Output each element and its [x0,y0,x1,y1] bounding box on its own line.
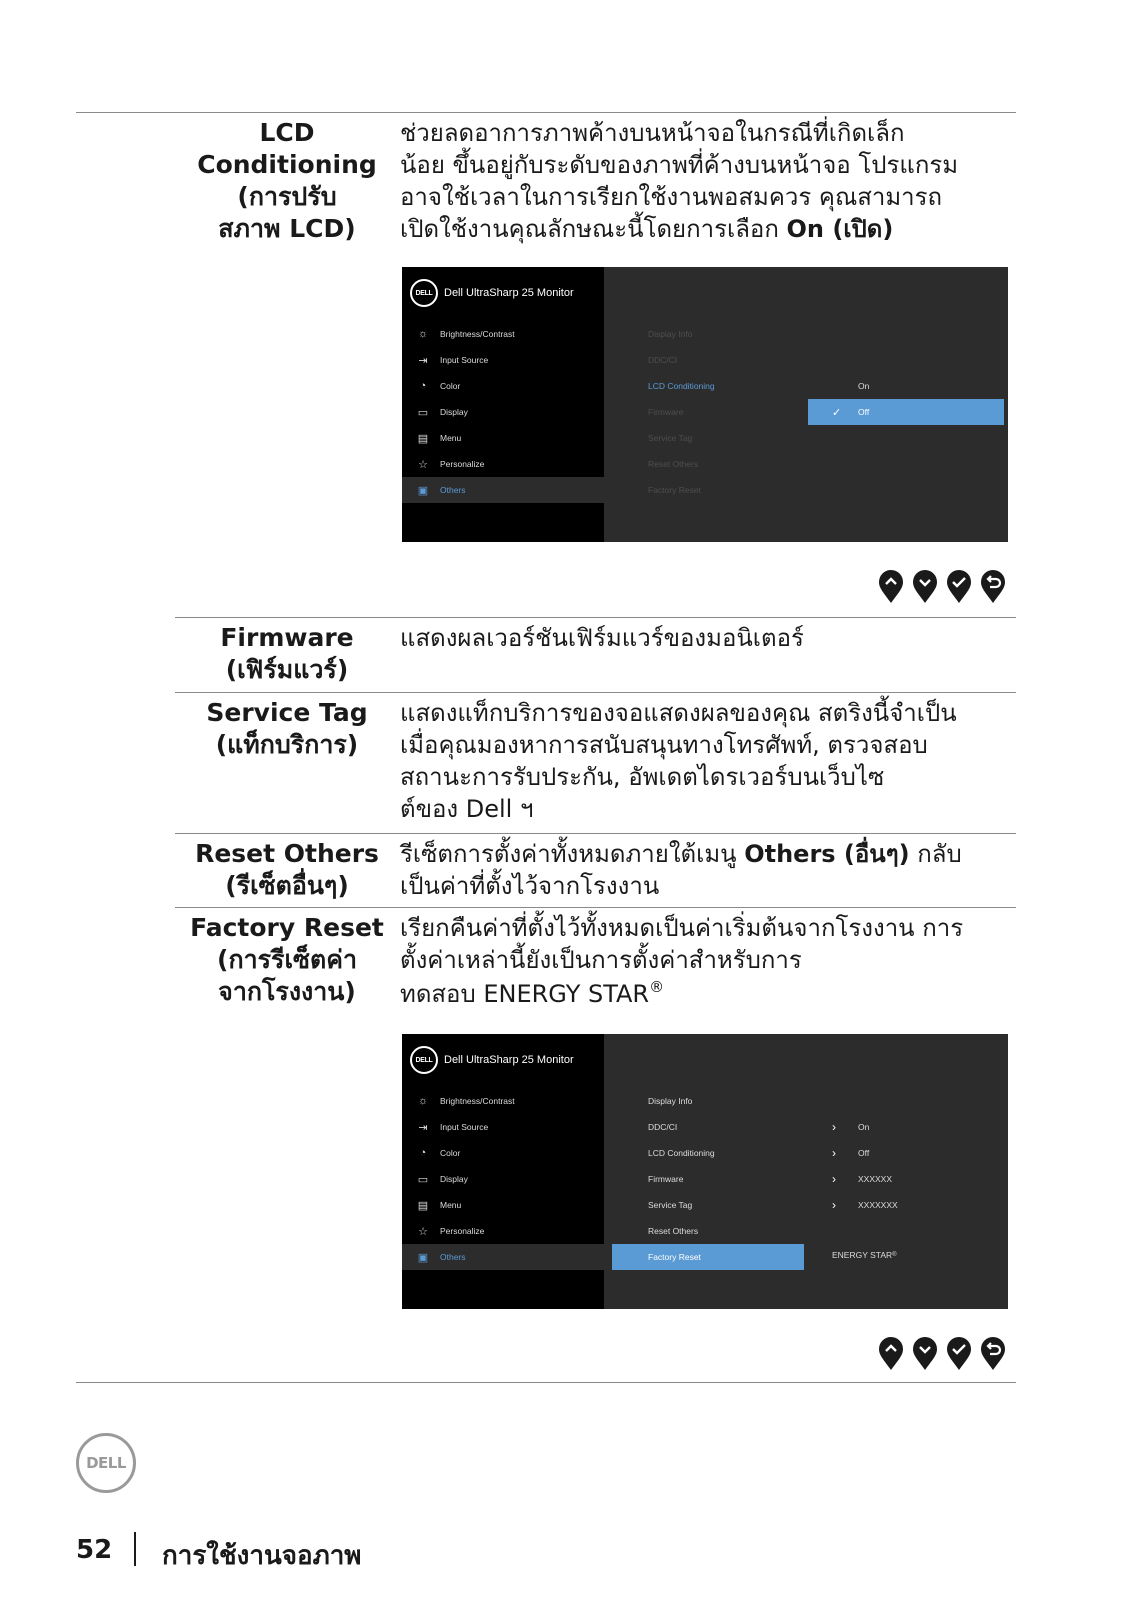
osd-menu-personalize[interactable]: ☆ Personalize [402,451,604,477]
osd-menu-brightness[interactable]: ☼ Brightness/Contrast [417,328,515,340]
row-divider-firmware [175,617,1016,618]
osd-menu-color[interactable]: ◔ Color [402,373,604,399]
term-factory-reset: Factory Reset (การรีเซ็ตค่า จากโรงงาน) [190,913,384,1006]
osd-header [410,279,574,307]
osd-sub-lcd-conditioning[interactable]: LCD Conditioning [648,381,715,391]
desc-firmware: แสดงผลเวอร์ชันเฟิร์มแวร์ของมอนิเตอร์ [400,624,804,652]
term-firmware: Firmware (เฟิร์มแวร์) [220,623,354,684]
osd-sub-display-info[interactable]: Display Info [648,329,693,339]
chevron-right-icon: › [832,1172,836,1186]
osd-title: Dell UltraSharp 25 Monitor [444,1054,574,1066]
check-icon: ✓ [832,406,842,419]
confirm-button-icon[interactable] [946,1337,972,1371]
osd-option-on[interactable]: On [858,381,870,391]
row-divider-factory-reset [175,907,1016,908]
osd-sub-factory-reset[interactable]: Factory Reset [648,1252,701,1262]
chevron-right-icon: › [832,1198,836,1212]
section-title: การใช้งานจอภาพ [162,1541,362,1571]
bottom-divider [76,1382,1016,1383]
desc-factory-reset: เรียกคืนค่าที่ตั้งไว้ทั้งหมดเป็นค่าเริ่มต้นจากโรงงาน การ ตั้งค่าเหล่านี้ยังเป็นการตั้งค่าสำหรับการ ทดสอบ ENERGY STAR® [400,914,964,1008]
chevron-right-icon: › [832,1146,836,1160]
term-lcd-conditioning: LCD Conditioning (การปรับ สภาพ LCD) [197,118,377,243]
osd-title: Dell UltraSharp 25 Monitor [444,287,574,299]
top-divider [76,112,1016,113]
others-icon: ▣ [417,484,429,497]
osd-value-lcd-conditioning: Off [858,1148,870,1158]
osd-nav-buttons [878,1337,1006,1371]
osd-screenshot-lcd-conditioning [402,267,1008,542]
sun-icon: ☼ [417,1095,429,1107]
page-number: 52 [76,1535,113,1565]
osd-value-service-tag: XXXXXXX [858,1200,898,1210]
osd-menu-brightness[interactable]: ☼ Brightness/Contrast [417,1095,515,1107]
row-divider-reset-others [175,833,1016,834]
osd-menu-menu[interactable]: ▤ Menu [417,432,462,445]
osd-sub-factory-reset-highlight[interactable] [612,1244,804,1270]
osd-menu-input-source[interactable]: ⇥ Input Source [402,1114,604,1140]
osd-sub-factory-reset[interactable]: Factory Reset [648,485,701,495]
back-button-icon[interactable] [980,570,1006,604]
osd-value-firmware: XXXXXX [858,1174,893,1184]
osd-menu-display[interactable]: ▭ Display [417,1173,468,1186]
desc-service-tag: แสดงแท็กบริการของจอแสดงผลของคุณ สตริงนี้จำเป็น เมื่อคุณมองหาการสนับสนุนทางโทรศัพท์, ตรวจสอบ สถานะการรับประกัน, อัพเดตไดรเวอร์บนเว็บไซ ต์ของ Dell ฯ [400,699,957,823]
menu-list-icon: ▤ [417,432,429,445]
monitor-icon: ▭ [417,406,429,419]
menu-list-icon: ▤ [417,1199,429,1212]
osd-value-ddc-ci: On [858,1122,870,1132]
color-palette-icon: ◔ [419,380,427,392]
footer-separator [134,1532,136,1566]
osd-sub-firmware[interactable]: Firmware [648,1174,684,1184]
chevron-right-icon: › [832,1120,836,1134]
back-button-icon[interactable] [980,1337,1006,1371]
osd-sub-reset-others[interactable]: Reset Others [648,1226,699,1236]
confirm-button-icon[interactable] [946,570,972,604]
row-divider-service-tag [175,692,1016,693]
osd-option-off[interactable]: Off [858,407,870,417]
color-palette-icon: ◔ [419,1147,427,1159]
osd-value-factory-reset: ENERGY STAR ® [832,1250,897,1260]
osd-menu-input-source[interactable]: ⇥ Input Source [402,347,604,373]
monitor-icon: ▭ [417,1173,429,1186]
up-button-icon[interactable] [878,570,904,604]
osd-nav-buttons [878,570,1006,604]
sun-icon: ☼ [417,328,429,340]
desc-lcd-conditioning: ช่วยลดอาการภาพค้างบนหน้าจอในกรณีที่เกิดเล็ก น้อย ขึ้นอยู่กับระดับของภาพที่ค้างบนหน้าจอ โปรแกรม อาจใช้เวลาในการเรียกใช้งานพอสมควร คุณสามารถ เปิดใช้งานคุณลักษณะนี้โดยการเลือก On (เปิด) [400,119,959,243]
osd-screenshot-factory-reset [402,1034,1008,1309]
input-source-icon: ⇥ [418,1121,428,1134]
osd-header [410,1046,574,1074]
osd-menu-others[interactable]: ▣ Others [402,477,604,503]
input-source-icon: ⇥ [418,354,428,367]
star-icon: ☆ [418,458,428,471]
star-icon: ☆ [418,1225,428,1238]
osd-sub-display-info[interactable]: Display Info [648,1096,693,1106]
osd-menu-display[interactable]: ▭ Display [417,406,468,419]
osd-menu-others[interactable]: ▣ Others [402,1244,604,1270]
dell-logo-icon: DELL [410,279,438,307]
others-icon: ▣ [417,1251,429,1264]
osd-sub-service-tag[interactable]: Service Tag [648,1200,693,1210]
dell-logo-icon: DELL [410,1046,438,1074]
osd-menu-color[interactable]: ◔ Color [402,1140,604,1166]
osd-sub-ddc-ci[interactable]: DDC/CI [648,355,678,365]
term-reset-others: Reset Others (รีเซ็ตอื่นๆ) [195,839,379,900]
osd-menu-menu[interactable]: ▤ Menu [417,1199,462,1212]
desc-reset-others: รีเซ็ตการตั้งค่าทั้งหมดภายใต้เมนู Others (อื่นๆ) กลับ เป็นค่าที่ตั้งไว้จากโรงงาน [400,840,962,900]
osd-menu-personalize[interactable]: ☆ Personalize [402,1218,604,1244]
down-button-icon[interactable] [912,570,938,604]
osd-sub-firmware[interactable]: Firmware [648,407,684,417]
down-button-icon[interactable] [912,1337,938,1371]
dell-logo: DELL [76,1433,136,1493]
up-button-icon[interactable] [878,1337,904,1371]
osd-sub-ddc-ci[interactable]: DDC/CI [648,1122,678,1132]
osd-sub-reset-others[interactable]: Reset Others [648,459,699,469]
osd-sub-service-tag[interactable]: Service Tag [648,433,693,443]
osd-sub-lcd-conditioning[interactable]: LCD Conditioning [648,1148,715,1158]
term-service-tag: Service Tag (แท็กบริการ) [206,698,368,759]
